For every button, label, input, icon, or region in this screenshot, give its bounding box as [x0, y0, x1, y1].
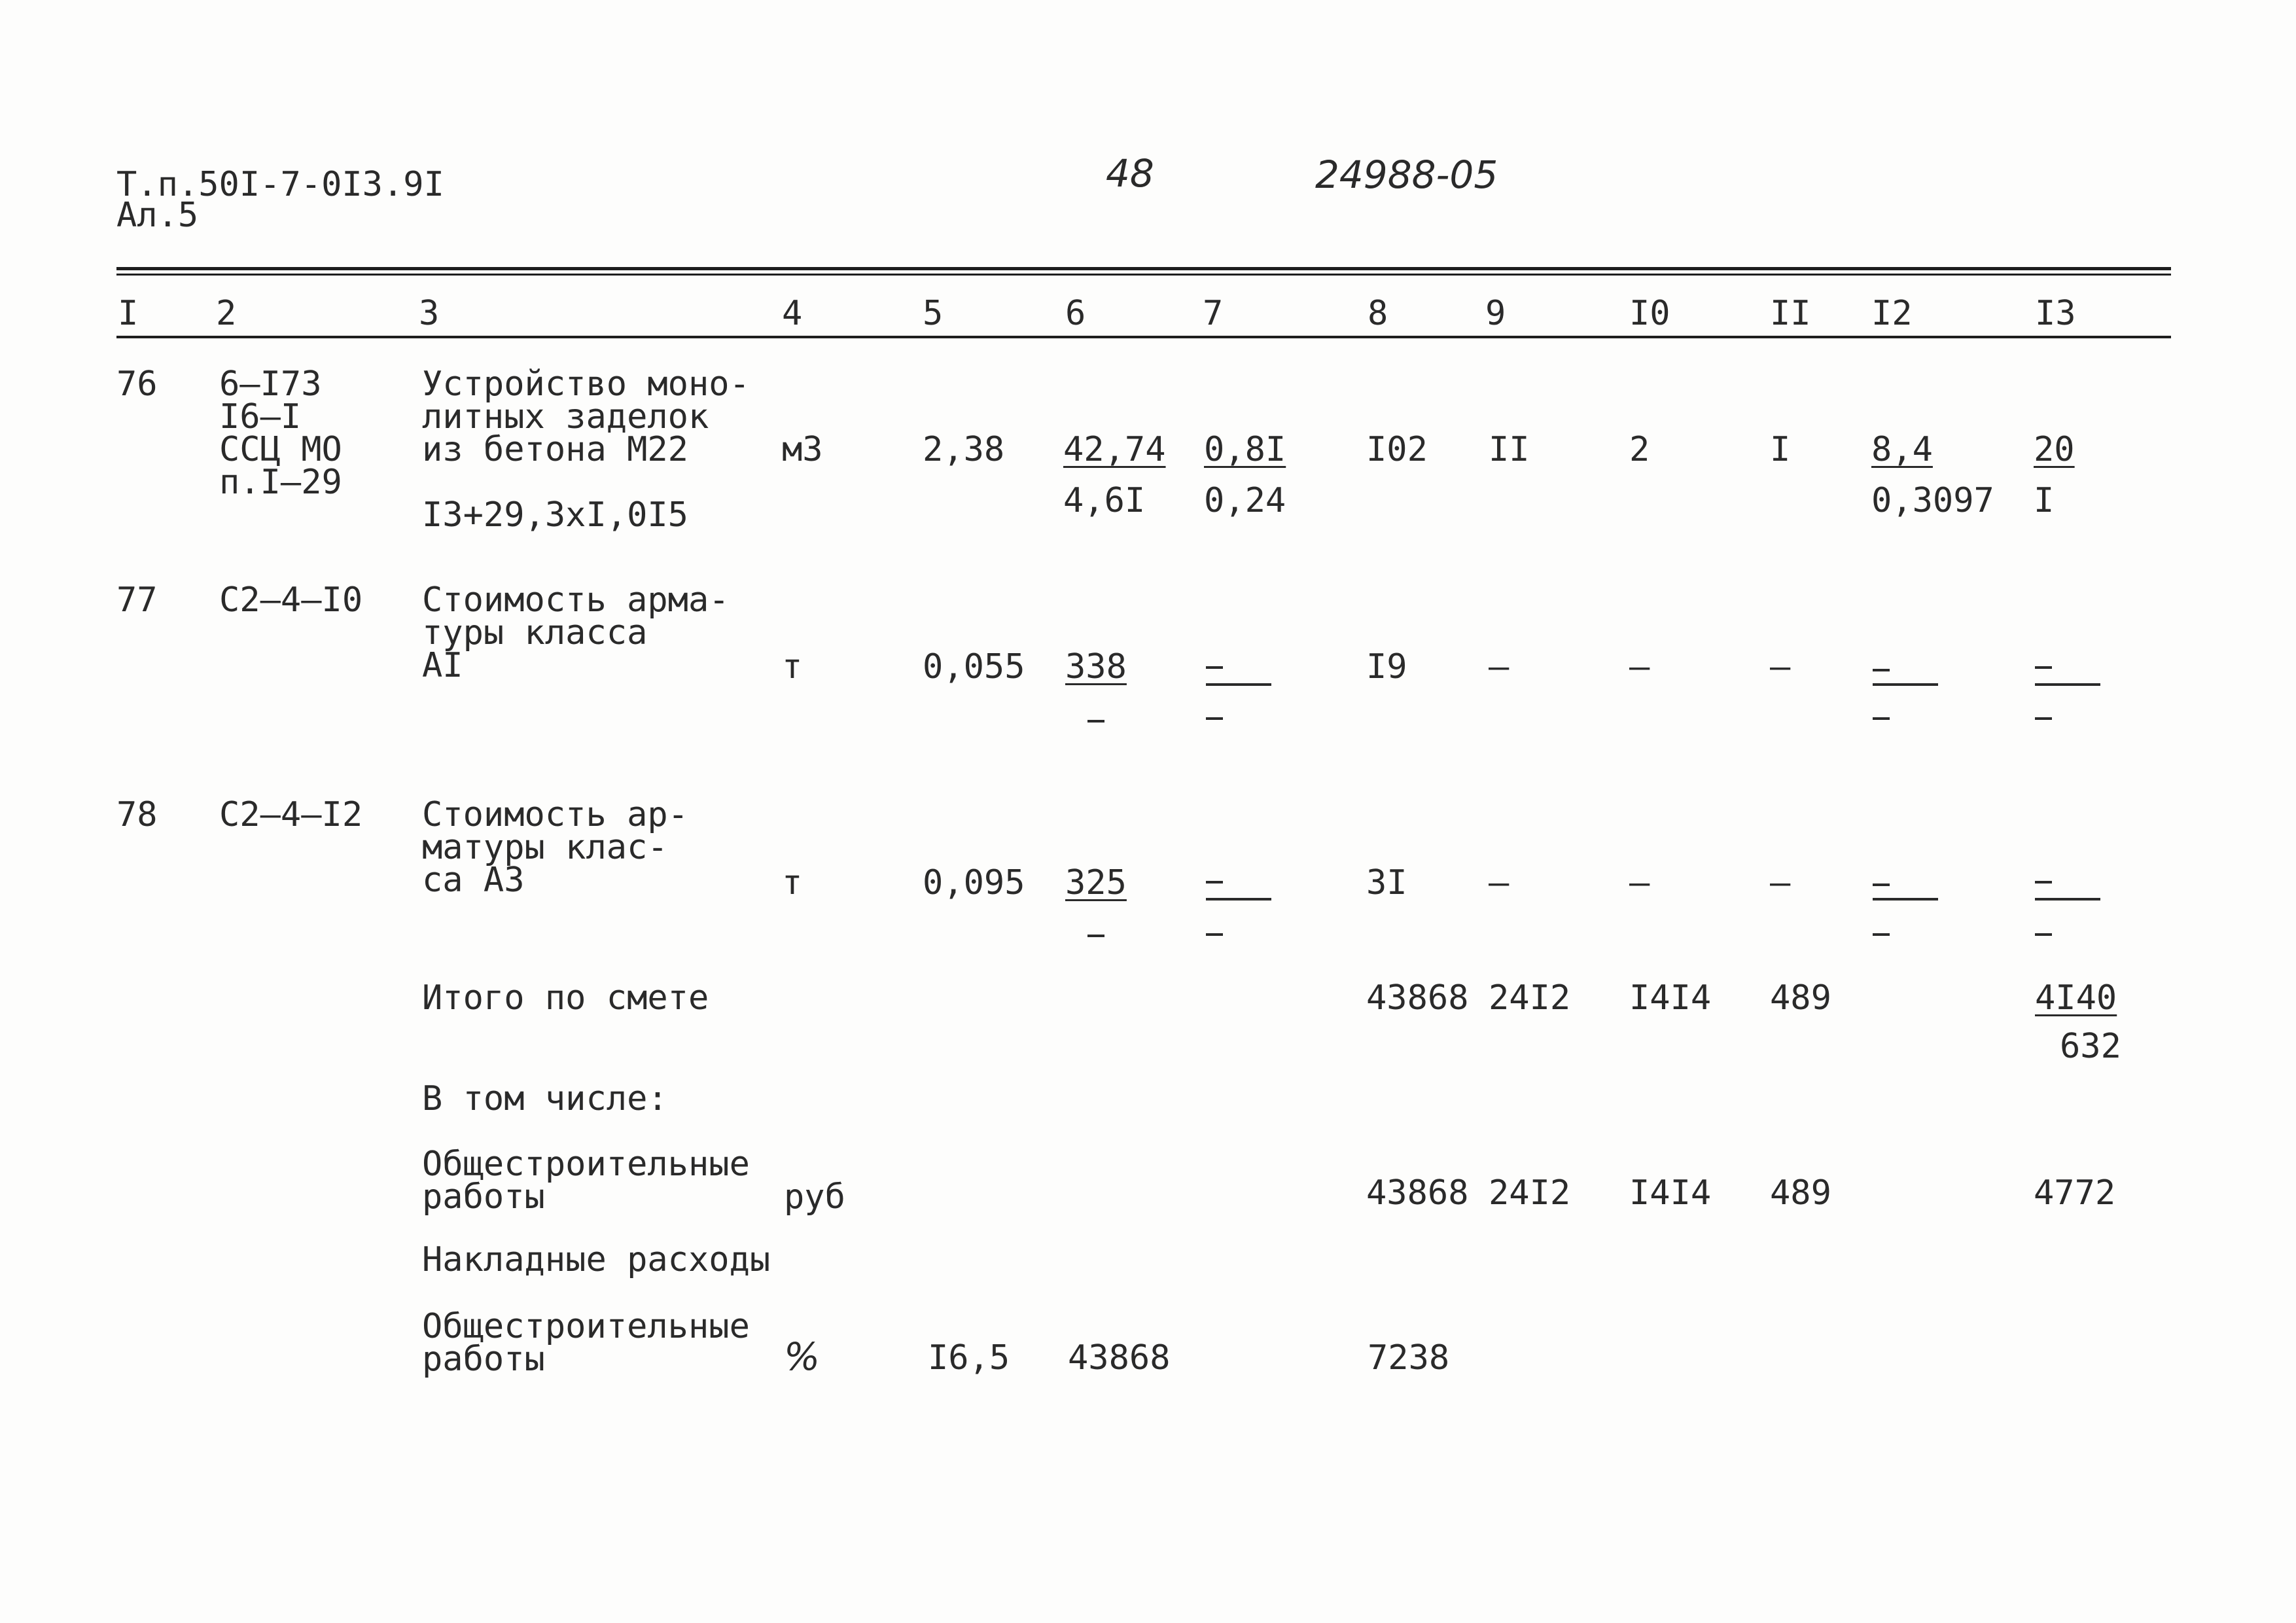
- overhead-general-label: работы: [422, 1340, 545, 1379]
- total-machines: 2: [1629, 430, 1650, 469]
- rate-code: 6–I73: [219, 365, 322, 404]
- total-machines: –: [1629, 863, 1650, 902]
- unit-cost-machine-wages: 0,24: [1204, 481, 1286, 520]
- unit-cost-total: 338: [1065, 647, 1127, 687]
- table-top-rule: [116, 267, 2171, 270]
- total-machines: I4I4: [1629, 1173, 1712, 1213]
- total-wages: –: [1489, 647, 1510, 687]
- labor-unit: 8,4: [1871, 430, 1933, 469]
- empty-dash: [1873, 669, 1890, 671]
- work-description: матуры клас-: [422, 828, 668, 867]
- total-machines: –: [1629, 647, 1650, 687]
- column-number: I2: [1871, 294, 1913, 333]
- empty-dash: [1873, 883, 1890, 886]
- empty-dash: [1206, 666, 1223, 669]
- unit: т: [782, 863, 803, 902]
- empty-dash: [1873, 933, 1890, 936]
- empty-dash: [1087, 935, 1104, 937]
- total-cost: 43868: [1366, 1173, 1469, 1213]
- rate-code: I6–I: [219, 397, 302, 437]
- overhead-base: 43868: [1068, 1338, 1171, 1378]
- empty-dash: [2035, 717, 2052, 720]
- rate-code: С2–4–I0: [219, 580, 363, 620]
- general-works-label: работы: [422, 1177, 545, 1217]
- column-number: I0: [1629, 294, 1670, 333]
- quantity: 0,095: [923, 863, 1025, 902]
- overhead-general-label: Общестроительные: [422, 1307, 750, 1346]
- empty-dash: [2035, 898, 2100, 901]
- labor-total: 4772: [2034, 1173, 2116, 1213]
- column-number: 7: [1203, 294, 1224, 333]
- work-description: Устройство моно-: [422, 365, 750, 404]
- row-number: 77: [116, 580, 158, 620]
- total-wages: 24I2: [1489, 1173, 1571, 1213]
- work-description: са А3: [422, 861, 525, 900]
- labor-total: 20: [2034, 430, 2075, 469]
- empty-dash: [1206, 717, 1223, 720]
- document-code: Т.п.50I-7-0I3.9I: [116, 165, 444, 204]
- total-machine-wages: 489: [1770, 1173, 1831, 1213]
- total-wages: 24I2: [1489, 978, 1571, 1018]
- total-machine-wages: –: [1770, 863, 1791, 902]
- table-top-rule-2: [116, 274, 2171, 276]
- empty-dash: [1206, 881, 1223, 883]
- rate-code: ССЦ МО: [219, 430, 342, 469]
- row-number: 78: [116, 795, 158, 834]
- column-number: 6: [1065, 294, 1086, 333]
- overhead-rate: I6,5: [928, 1338, 1010, 1378]
- unit: руб: [784, 1177, 845, 1217]
- column-number: 3: [419, 294, 440, 333]
- total-wages: –: [1489, 863, 1510, 902]
- column-number: 8: [1368, 294, 1388, 333]
- empty-dash: [1206, 898, 1271, 901]
- quantity-calculation: I3+29,3хI,0I5: [422, 495, 688, 535]
- work-description: Стоимость ар-: [422, 795, 688, 834]
- labor-machine-total: 632: [2060, 1027, 2121, 1066]
- total-wages: II: [1489, 430, 1530, 469]
- work-description: литных заделок: [422, 397, 709, 437]
- column-number: 4: [782, 294, 803, 333]
- unit-cost-total: 325: [1065, 863, 1127, 902]
- totals-label: Итого по смете: [422, 978, 709, 1018]
- empty-dash: [2035, 666, 2052, 669]
- empty-dash: [2035, 881, 2052, 883]
- work-description: из бетона М22: [422, 430, 688, 469]
- archive-number: 24988-05: [1315, 152, 1498, 197]
- total-cost: I9: [1366, 647, 1407, 687]
- percent-unit: %: [784, 1334, 821, 1379]
- labor-machine-unit: 0,3097: [1871, 481, 1994, 520]
- empty-dash: [2035, 933, 2052, 936]
- empty-dash: [1873, 717, 1890, 720]
- total-machine-wages: –: [1770, 647, 1791, 687]
- total-machines: I4I4: [1629, 978, 1712, 1018]
- general-works-label: Общестроительные: [422, 1145, 750, 1184]
- empty-dash: [2035, 683, 2100, 686]
- total-machine-wages: I: [1770, 430, 1791, 469]
- empty-dash: [1087, 720, 1104, 722]
- rate-code: п.I–29: [219, 463, 342, 502]
- column-number: 5: [923, 294, 944, 333]
- total-cost: 43868: [1366, 978, 1469, 1018]
- unit: т: [782, 647, 803, 687]
- column-header-rule: [116, 336, 2171, 338]
- quantity: 2,38: [923, 430, 1005, 469]
- column-number: 2: [216, 294, 237, 333]
- empty-dash: [1206, 933, 1223, 936]
- rate-code: С2–4–I2: [219, 795, 363, 834]
- total-cost: I02: [1366, 430, 1428, 469]
- work-description: Стоимость арма-: [422, 580, 730, 620]
- column-number: I3: [2035, 294, 2076, 333]
- empty-dash: [1873, 683, 1938, 686]
- column-number: 9: [1485, 294, 1506, 333]
- including-label: В том числе:: [422, 1079, 668, 1118]
- total-cost: 3I: [1366, 863, 1407, 902]
- unit-cost-total: 42,74: [1063, 430, 1166, 469]
- work-description: туры класса: [422, 613, 648, 652]
- labor-machine-total: I: [2034, 481, 2055, 520]
- overheads-label: Накладные расходы: [422, 1240, 771, 1279]
- empty-dash: [1873, 898, 1938, 901]
- unit: м3: [782, 430, 823, 469]
- unit-cost-wages: 4,6I: [1063, 481, 1146, 520]
- empty-dash: [1206, 683, 1271, 686]
- overhead-amount: 7238: [1368, 1338, 1450, 1378]
- row-number: 76: [116, 365, 158, 404]
- album-number: Ал.5: [116, 196, 199, 235]
- labor-total: 4I40: [2035, 978, 2117, 1018]
- unit-cost-machines: 0,8I: [1204, 430, 1286, 469]
- work-description: АI: [422, 646, 463, 685]
- quantity: 0,055: [923, 647, 1025, 687]
- column-number: II: [1770, 294, 1811, 333]
- column-number: I: [118, 294, 139, 333]
- page-number: 48: [1106, 151, 1154, 196]
- total-machine-wages: 489: [1770, 978, 1831, 1018]
